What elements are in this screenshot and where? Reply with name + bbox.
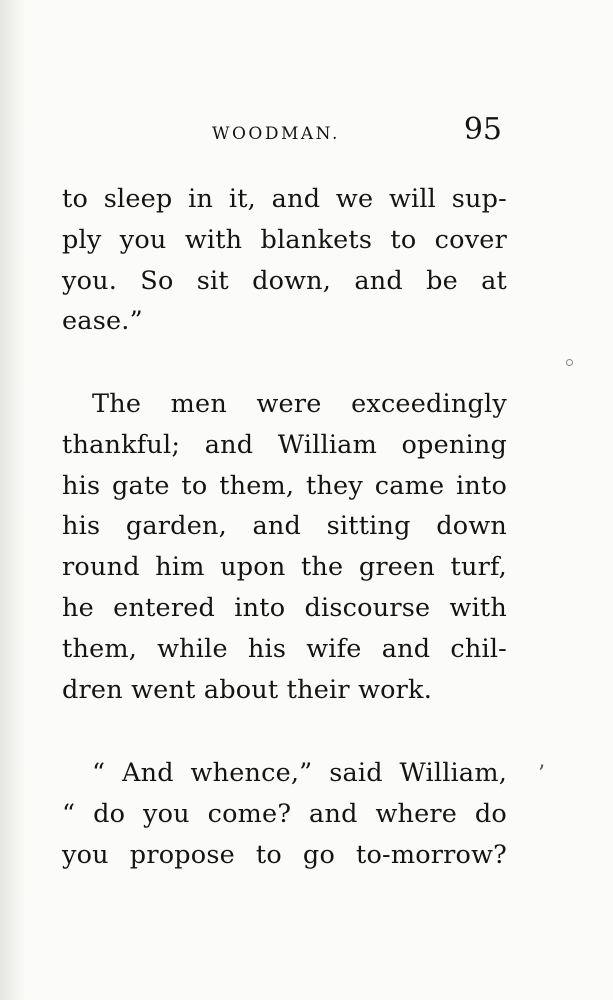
text-line: “ do you come? and where do [62,798,507,829]
text-line: dren went about their work. [62,674,433,705]
text-line: ply you with blankets to cover [62,224,507,255]
running-title: WOODMAN. [212,124,340,144]
text-line: “ And whence,” said William, [92,758,507,788]
text-line: round him upon the green turf, [62,552,507,583]
text-line: to sleep in it, and we will sup- [62,184,507,214]
paragraph-3 [62,753,507,875]
paragraph-2 [62,384,507,710]
text-line: his garden, and sitting down [62,511,507,542]
page-number: 95 [463,112,502,147]
text-line: his gate to them, they came into [62,470,507,501]
print-speck: ’ [538,762,545,787]
text-line: you. So sit down, and be at [62,265,507,296]
page-header [212,112,512,152]
text-line: The men were exceedingly [92,389,507,419]
text-line: you propose to go to-morrow? [62,839,507,870]
text-line: ease.” [62,306,143,337]
text-line: them, while his wife and chil- [62,633,507,664]
page-gutter-shadow [0,0,26,1000]
print-speck [566,359,573,366]
paragraph-1 [62,179,507,342]
text-line: thankful; and William opening [62,429,507,460]
text-line: he entered into discourse with [62,592,507,623]
